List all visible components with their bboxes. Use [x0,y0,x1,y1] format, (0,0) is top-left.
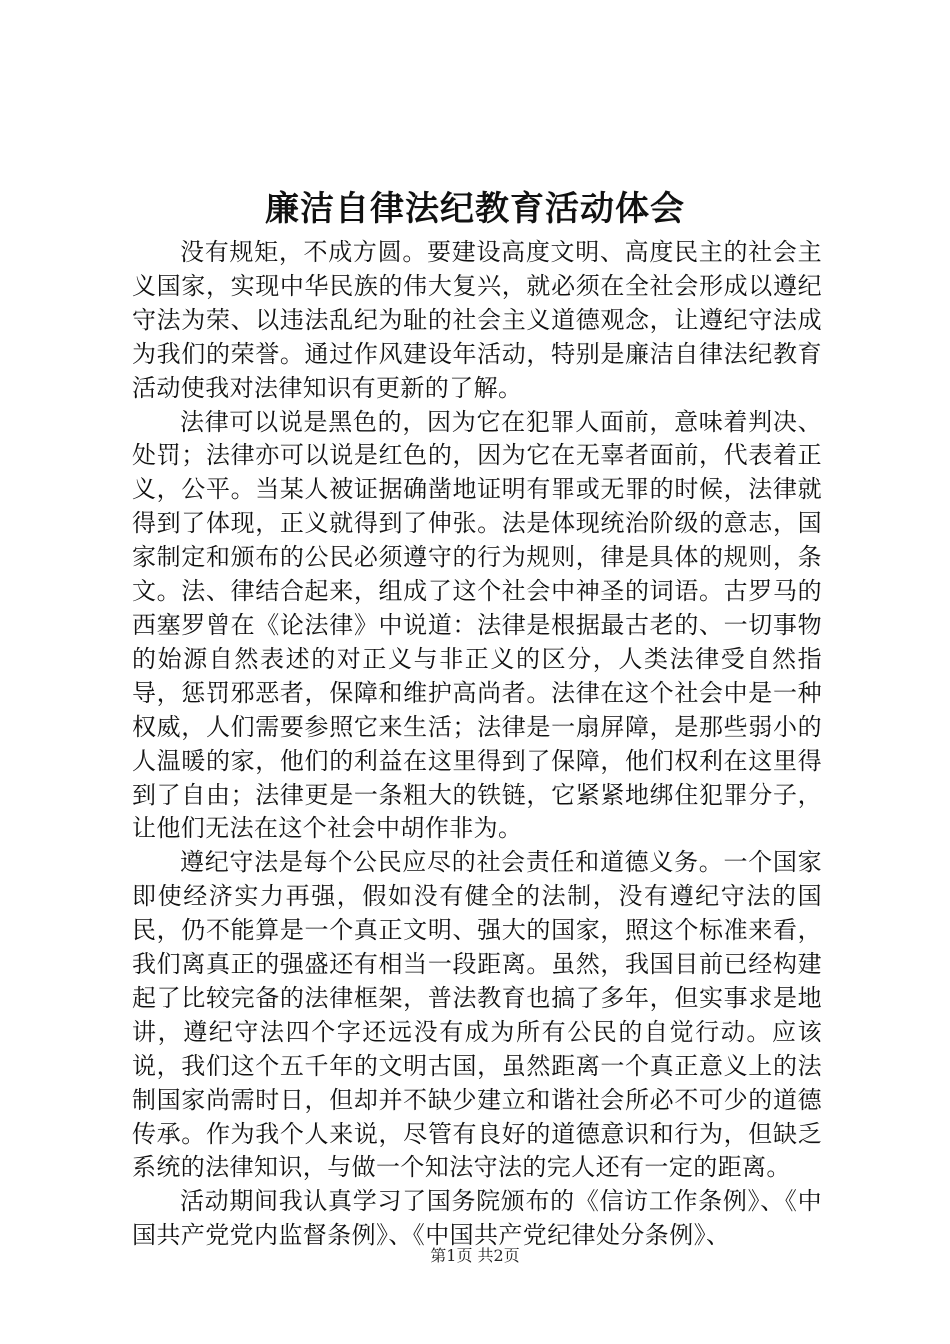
paragraph-1: 没有规矩，不成方圆。要建设高度文明、高度民主的社会主义国家，实现中华民族的伟大复兴，就必须在全社会形成以遵纪守法为荣、以违法乱纪为耻的社会主义道德观念，让遵纪守法成为我们的荣誉。通过作风建设年活动，特别是廉洁自律法纪教育活动使我对法律知识有更新的了解。 [132,238,822,402]
document-title: 廉洁自律法纪教育活动体会 [265,189,685,229]
paragraph-4: 活动期间我认真学习了国务院颁布的《信访工作条例》、《中国共产党党内监督条例》、《中国共产党纪律处分条例》、 [132,1187,822,1250]
paragraph-2: 法律可以说是黑色的，因为它在犯罪人面前，意味着判决、处罚；法律亦可以说是红色的，因为它在无辜者面前，代表着正义，公平。当某人被证据确凿地证明有罪或无罪的时候，法律就得到了体现，正义就得到了伸张。法是体现统治阶级的意志，国家制定和颁布的公民必须遵守的行为规则，律是具体的规则，条文。法、律结合起来，组成了这个社会中神圣的词语。古罗马的西塞罗曾在《论法律》中说道：法律是根据最古老的、一切事物的始源自然表述的对正义与非正义的区分，人类法律受自然指导，惩罚邪恶者，保障和维护高尚者。法律在这个社会中是一种权威，人们需要参照它来生活；法律是一扇屏障，是那些弱小的人温暖的家，他们的利益在这里得到了保障，他们权利在这里得到了自由；法律更是一条粗大的铁链，它紧紧地绑住犯罪分子，让他们无法在这个社会中胡作非为。 [132,407,822,843]
page-number-footer: 第1页 共2页 [430,1246,520,1265]
document-body [132,236,822,1253]
paragraph-3: 遵纪守法是每个公民应尽的社会责任和道德义务。一个国家即使经济实力再强，假如没有健全的法制，没有遵纪守法的国民，仍不能算是一个真正文明、强大的国家，照这个标准来看，我们离真正的强盛还有相当一段距离。虽然，我国目前已经构建起了比较完备的法律框架，普法教育也搞了多年，但实事求是地讲，遵纪守法四个字还远没有成为所有公民的自觉行动。应该说，我们这个五千年的文明古国，虽然距离一个真正意义上的法制国家尚需时日，但却并不缺少建立和谐社会所必不可少的道德传承。作为我个人来说，尽管有良好的道德意识和行为，但缺乏系统的法律知识，与做一个知法守法的完人还有一定的距离。 [132,848,822,1182]
